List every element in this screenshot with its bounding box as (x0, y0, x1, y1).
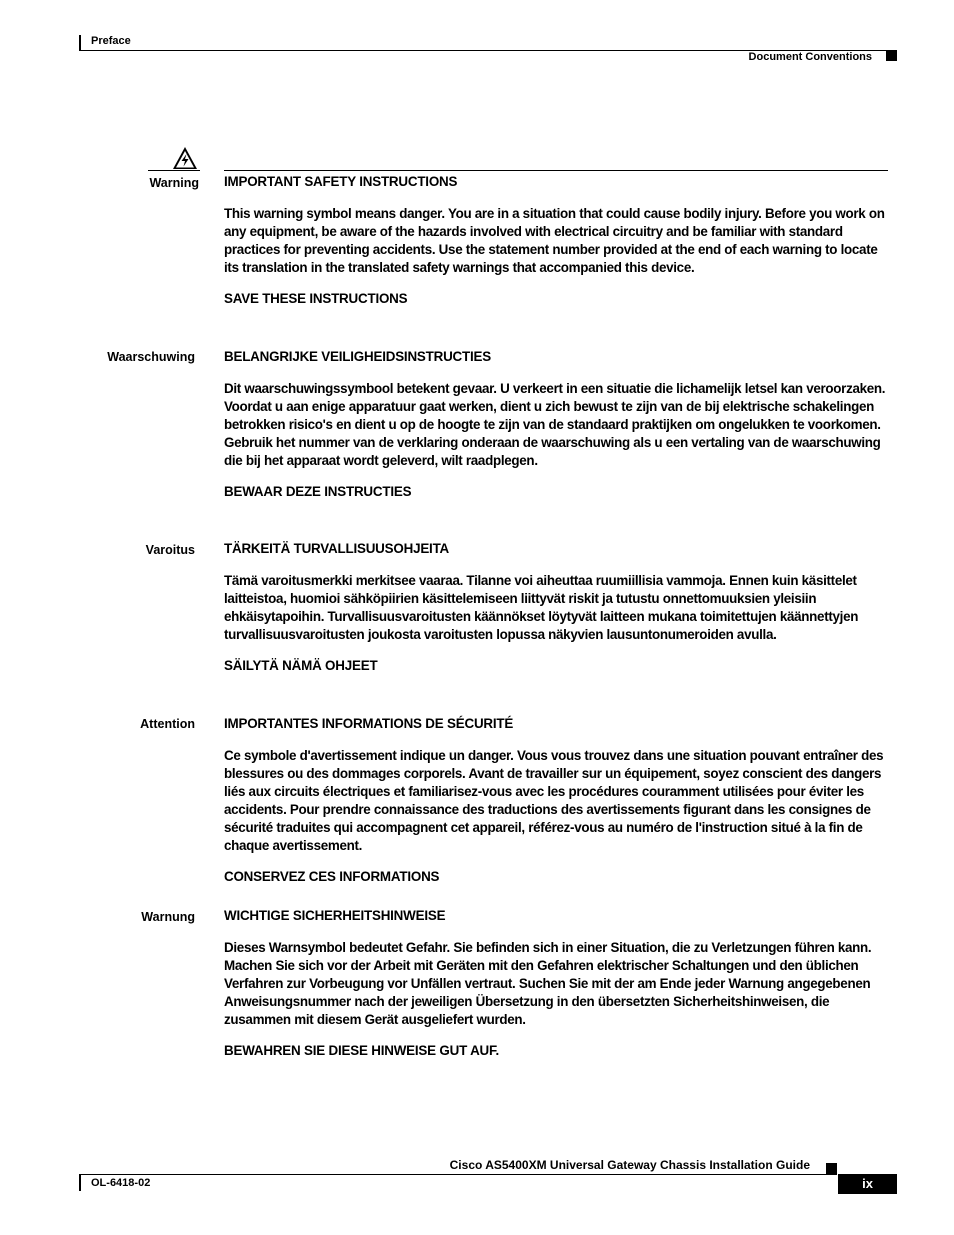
footer-guide-title: Cisco AS5400XM Universal Gateway Chassis Installation Guide (449, 1158, 810, 1172)
footer-doc-number: OL-6418-02 (91, 1177, 151, 1189)
waarschuwing-body: Dit waarschuwingssymbool betekent gevaar. U verkeert in een situatie die lichamelijk letsel kan veroorzaken. Voordat u aan enige apparatuur gaat werken, dient u zich bewust te zijn van de bij elektrische schakelingen betrokken risico's en dient u op de hoogte te zijn van de standaard praktijken om ongelukken te voorkomen. Gebruik het nummer van de verklaring onderaan de waarschuwing als u een vertaling van de waarschuwing die bij het apparaat wordt geleverd, wilt raadplegen. (224, 381, 886, 468)
warning-heading: IMPORTANT SAFETY INSTRUCTIONS (224, 174, 458, 189)
waarschuwing-save-line: BEWAAR DEZE INSTRUCTIES (224, 484, 412, 499)
warning-triangle-lightning-icon (172, 146, 198, 170)
header-chapter: Preface (91, 35, 131, 47)
warning-block-french (224, 715, 888, 886)
attention-heading: IMPORTANTES INFORMATIONS DE SÉCURITÉ (224, 716, 514, 731)
warnung-heading: WICHTIGE SICHERHEITSHINWEISE (224, 908, 446, 923)
warning-block-dutch (224, 348, 888, 501)
warning-rule-left (148, 170, 200, 171)
waarschuwing-heading: BELANGRIJKE VEILIGHEIDSINSTRUCTIES (224, 349, 491, 364)
footer-page-number: ix (838, 1174, 897, 1194)
warning-body: This warning symbol means danger. You are in a situation that could cause bodily injury. Before you work on any equipment, be aware of the hazards involved with electrical circuitry and be familiar with standard practices for preventing accidents. Use the statement number provided at the end of each warning to locate its translation in the translated safety warnings that accompanied this device. (224, 206, 885, 275)
warning-block-german (224, 907, 888, 1060)
header-block-marker (886, 50, 897, 61)
warning-block-finnish (224, 540, 888, 675)
header-section: Document Conventions (748, 51, 872, 63)
warning-label: Warning (149, 176, 199, 190)
attention-save-line: CONSERVEZ CES INFORMATIONS (224, 869, 440, 884)
header-rule-vertical (79, 35, 81, 51)
warning-block-english (224, 173, 888, 308)
varoitus-save-line: SÄILYTÄ NÄMÄ OHJEET (224, 658, 378, 673)
footer-rule (79, 1174, 837, 1175)
varoitus-label: Varoitus (145, 543, 195, 557)
warning-rule-right (224, 170, 888, 171)
waarschuwing-label: Waarschuwing (107, 350, 195, 364)
footer-block-marker (826, 1163, 837, 1174)
attention-body: Ce symbole d'avertissement indique un danger. Vous vous trouvez dans une situation pouvant entraîner des blessures ou des dommages corporels. Avant de travailler sur un équipement, soyez conscient des dangers liés aux circuits électriques et familiarisez-vous avec les procédures couramment utilisées pour éviter les accidents. Pour prendre connaissance des traductions des avertissements figurant dans les consignes de sécurité traduites qui accompagnent cet appareil, référez-vous au numéro de l'instruction situé à la fin de chaque avertissement. (224, 748, 884, 853)
warnung-body: Dieses Warnsymbol bedeutet Gefahr. Sie befinden sich in einer Situation, die zu Verletzungen führen kann. Machen Sie sich vor der Arbeit mit Geräten mit den Gefahren elektrischer Schaltungen und den üblichen Verfahren zur Vorbeugung vor Unfällen vertraut. Suchen Sie mit der am Ende jeder Warnung angegebenen Anweisungsnummer nach der jeweiligen Übersetzung in den übersetzten Sicherheitshinweisen, die zusammen mit diesem Gerät ausgeliefert wurden. (224, 940, 872, 1027)
attention-label: Attention (140, 717, 195, 731)
footer-rule-vertical (79, 1174, 81, 1191)
varoitus-body: Tämä varoitusmerkki merkitsee vaaraa. Tilanne voi aiheuttaa ruumiillisia vammoja. Ennen kuin käsittelet laitteistoa, huomioi sähköpiirien käsittelemiseen liittyvät riskit ja tutustu onnettomuuksien yleisiin ehkäisytapoihin. Turvallisuusvaroitusten käännökset löytyvät laitteen mukana toimitettujen käännettyjen turvallisuusvaroitusten joukosta varoitusten lopussa näkyvien lausuntonumeroiden avulla. (224, 573, 859, 642)
warning-save-line: SAVE THESE INSTRUCTIONS (224, 291, 408, 306)
varoitus-heading: TÄRKEITÄ TURVALLISUUSOHJEITA (224, 541, 450, 556)
warnung-label: Warnung (141, 910, 195, 924)
warnung-save-line: BEWAHREN SIE DIESE HINWEISE GUT AUF. (224, 1043, 500, 1058)
